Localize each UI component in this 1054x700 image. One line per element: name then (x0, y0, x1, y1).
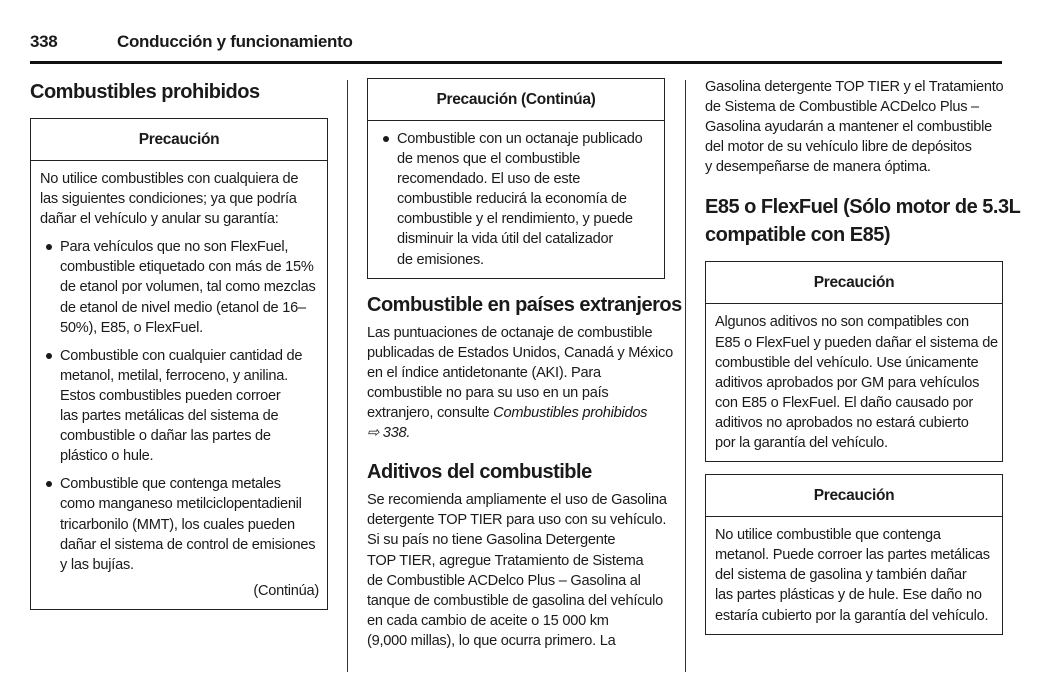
text-line: y las bujías. (60, 556, 134, 573)
header-rule (30, 61, 1002, 64)
text-line: Las puntuaciones de octanaje de combustible (367, 324, 653, 341)
text-line: Para vehículos que no son FlexFuel, (60, 239, 289, 256)
caution-title: Precaución (706, 475, 1002, 517)
text-line: Si su país no tiene Gasolina Detergente (367, 532, 616, 549)
caution-box (30, 118, 328, 610)
bullet-item (40, 474, 319, 574)
heading-combustibles-prohibidos: Combustibles prohibidos (30, 81, 260, 103)
text-line: y desempeñarse de manera óptima. (705, 159, 931, 176)
text-line: plástico o hule. (60, 448, 154, 465)
text-line: detergente TOP TIER para uso con su vehículo. (367, 512, 667, 529)
text-line: metanol. Puede corroer las partes metálicas (715, 547, 990, 564)
column-divider (685, 80, 686, 672)
text-line: Gasolina ayudarán a mantener el combustible (705, 119, 992, 136)
text-line: recomendado. El uso de este (397, 171, 581, 188)
text-line: aditivos no aprobados no estará cubierto (715, 414, 969, 431)
text-line: Combustible que contenga metales (60, 476, 281, 493)
text-line: aditivos aprobados por GM para vehículos (715, 374, 980, 391)
text-line: 50%), E85, o FlexFuel. (60, 319, 203, 336)
text-line: TOP TIER, agregue Tratamiento de Sistema (367, 552, 644, 569)
column-2 (367, 78, 682, 651)
caution-text (706, 517, 1002, 633)
additives-paragraph (367, 490, 665, 651)
text-line: con E85 o FlexFuel. El daño causado por (715, 394, 973, 411)
text-line: en el índice antidetonante (AKI). Para (367, 364, 601, 381)
text-line: por la garantía del vehículo. (715, 435, 888, 452)
foreign-paragraph (367, 323, 673, 444)
caution-box-methanol (705, 474, 1003, 634)
text-line: Algunos aditivos no son compatibles con (715, 314, 969, 331)
text-line: en cada cambio de aceite o 15 000 km (367, 612, 609, 629)
text-line: las partes metálicas del sistema de (60, 408, 279, 425)
text-line: estaría cubierto por la garantía del vehículo. (715, 607, 989, 624)
text-line: Se recomienda ampliamente el uso de Gasolina (367, 492, 667, 509)
text-line: Combustible con un octanaje publicado (397, 131, 643, 147)
text-line: combustible no para su uso en un país (367, 384, 609, 401)
caution-bullets (377, 129, 656, 270)
text-line: las partes plásticas y de hule. Ese daño no (715, 587, 982, 604)
text-line: (9,000 millas), lo que ocurra primero. La (367, 632, 616, 649)
text-line: del motor de su vehículo libre de depósitos (705, 139, 972, 156)
text-line: combustible y el rendimiento, y puede (397, 211, 633, 228)
text-line: como manganeso metilciclopentadienil (60, 496, 302, 513)
text-line: de Combustible ACDelco Plus – Gasolina al (367, 572, 641, 589)
heading-e85 (705, 193, 1021, 249)
column-divider (347, 80, 348, 672)
caution-text (706, 304, 1002, 461)
text-line: combustible o dañar las partes de (60, 428, 271, 445)
text-line: combustible reducirá la economía de (397, 191, 627, 208)
heading-line: E85 o FlexFuel (Sólo motor de 5.3L (705, 196, 1021, 219)
period: . (406, 425, 411, 442)
text: extranjero, consulte (367, 405, 494, 422)
cross-reference-link[interactable]: Combustibles prohibidos (493, 405, 648, 422)
text-line: de emisiones. (397, 251, 484, 268)
additives-paragraph-cont (705, 77, 1003, 177)
text-line: Estos combustibles pueden corroer (60, 387, 281, 404)
text-line: las siguientes condiciones; ya que podría (40, 191, 297, 208)
bullet-item (40, 346, 319, 467)
text-line: metanol, metilal, ferroceno, y anilina. (60, 367, 288, 384)
page-number: 338 (30, 32, 58, 51)
continues-label: (Continúa) (253, 582, 319, 599)
arrow-right-outline-icon: ⇨ (367, 425, 379, 442)
heading-additives: Aditivos del combustible (367, 461, 592, 484)
caution-bullets (40, 237, 319, 575)
text-line: Combustible con cualquier cantidad de (60, 347, 303, 364)
text-line: tricarbonilo (MMT), los cuales pueden (60, 516, 295, 533)
section-title: Conducción y funcionamiento (117, 32, 353, 51)
column-3 (705, 77, 1021, 635)
caution-title: Precaución (31, 119, 327, 161)
caution-title: Precaución (706, 262, 1002, 304)
heading-line: compatible con E85) (705, 224, 890, 247)
text-line: Gasolina detergente TOP TIER y el Tratamiento (705, 79, 1004, 95)
text-line: combustible del vehículo. Use únicamente (715, 354, 979, 371)
text-line: E85 o FlexFuel y pueden dañar el sistema de (715, 334, 998, 351)
column-1 (30, 78, 328, 610)
text-line: de menos que el combustible (397, 151, 581, 168)
page-header (30, 32, 353, 52)
bullet-item (40, 237, 319, 337)
text-line: combustible etiquetado con más de 15% (60, 259, 314, 276)
bullet-item (377, 129, 656, 270)
caution-intro (40, 169, 319, 229)
text-line: de etanol por volumen, tal como mezclas (60, 279, 316, 296)
caution-box-e85 (705, 261, 1003, 462)
text-line: dañar el vehículo y anular su garantía: (40, 211, 279, 228)
cross-reference-page[interactable] (367, 423, 665, 443)
text-line: tanque de combustible de gasolina del vehículo (367, 592, 663, 609)
caution-title: Precaución (Continúa) (368, 79, 664, 121)
text-line: del sistema de gasolina y también dañar (715, 567, 967, 584)
text-line: No utilice combustibles con cualquiera de (40, 171, 299, 187)
text-line: publicadas de Estados Unidos, Canadá y México (367, 344, 673, 361)
paragraph-lines (367, 323, 673, 403)
text-line: de etanol de nivel medio (etanol de 16– (60, 299, 306, 316)
page-ref: 338 (382, 425, 407, 442)
text-line: No utilice combustible que contenga (715, 527, 941, 544)
text-line: disminuir la vida útil del catalizador (397, 231, 613, 248)
caution-box-continued (367, 78, 665, 279)
text-line: de Sistema de Combustible ACDelco Plus – (705, 99, 979, 116)
text-line: dañar el sistema de control de emisiones (60, 536, 316, 553)
heading-foreign-countries: Combustible en países extranjeros (367, 293, 682, 316)
